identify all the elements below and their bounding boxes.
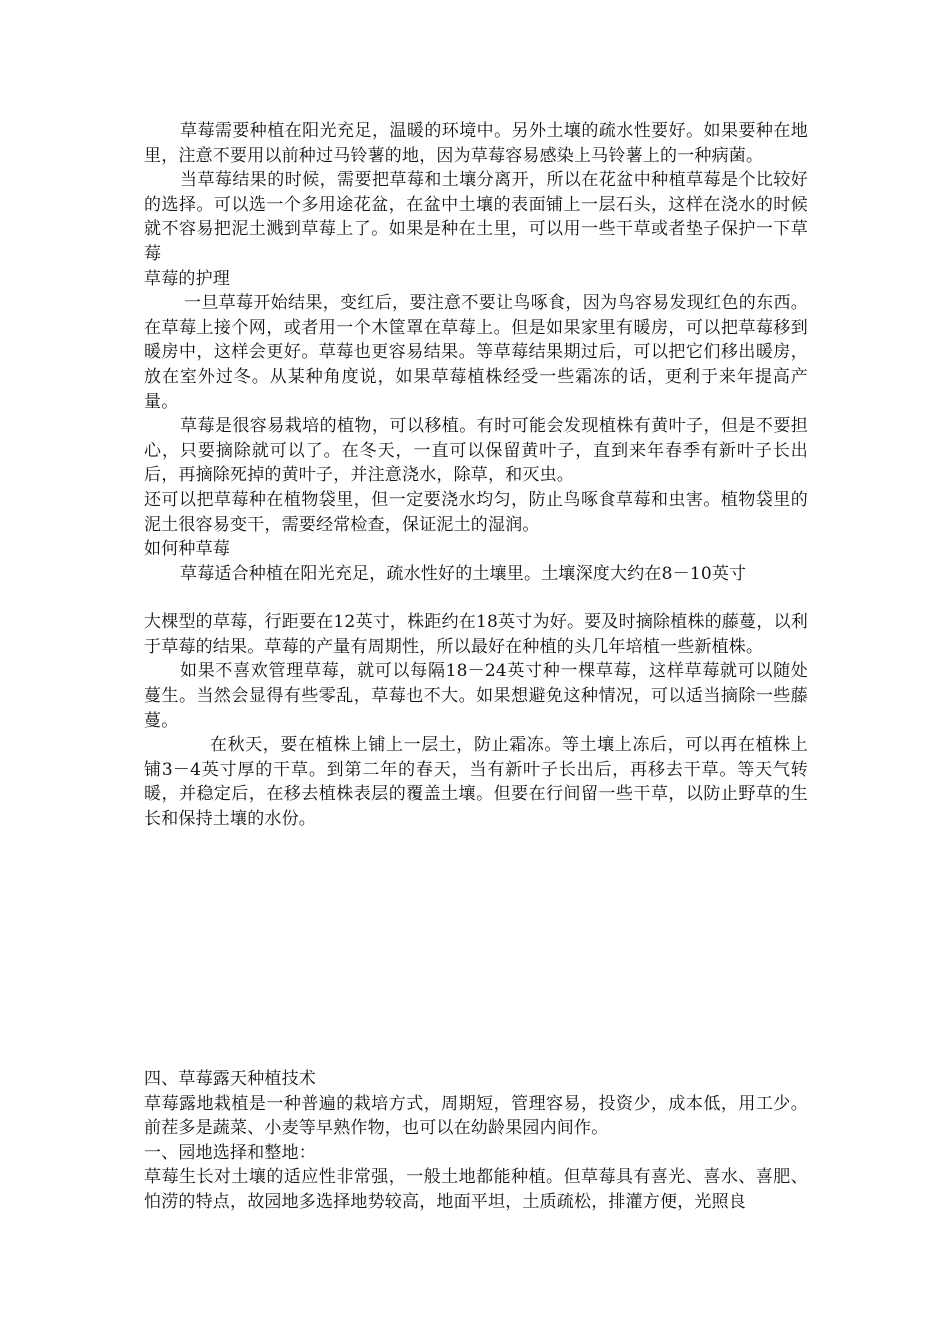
heading-strawberry-care: 草莓的护理 bbox=[144, 268, 230, 289]
document-body bbox=[144, 119, 808, 832]
paragraph-site-selection: 草莓生长对土壤的适应性非常强，一般土地都能种植。但草莓具有喜光、喜水、喜肥、怕涝的特点，故园地多选择地势较高，地面平坦，土质疏松，排灌方便，光照良 bbox=[144, 1167, 808, 1212]
blank-line bbox=[144, 586, 808, 610]
paragraph-care-1: 一旦草莓开始结果，变红后，要注意不要让鸟啄食，因为鸟容易发现红色的东西。在草莓上接个网，或者用一个木筐罩在草莓上。但是如果家里有暖房，可以把草莓移到暖房中，这样会更好。草莓也更容易结果。等草莓结果期过后，可以把它们移出暖房，放在室外过冬。从某种角度说，如果草莓植株经受一些霜冻的话，更利于来年提高产量。 bbox=[144, 293, 808, 412]
section-four bbox=[144, 1067, 808, 1215]
heading-section-four: 四、草莓露天种植技术 bbox=[144, 1069, 316, 1089]
paragraph-care-3: 还可以把草莓种在植物袋里，但一定要浇水均匀，防止鸟啄食草莓和虫害。植物袋里的泥土很容易变干，需要经常检查，保证泥土的湿润。 bbox=[144, 489, 808, 535]
heading-how-to-plant: 如何种草莓 bbox=[144, 539, 230, 560]
paragraph-how-3: 如果不喜欢管理草莓，就可以每隔18－24英寸种一棵草莓，这样草莓就可以随处蔓生。当然会显得有些零乱，草莓也不大。如果想避免这种情况，可以适当摘除一些藤蔓。 bbox=[144, 661, 808, 731]
paragraph-intro-2: 当草莓结果的时候，需要把草莓和土壤分离开，所以在花盆中种植草莓是个比较好的选择。可以选一个多用途花盆，在盆中土壤的表面铺上一层石头，这样在浇水的时候就不容易把泥土溅到草莓上了。如果是种在土里，可以用一些干草或者垫子保护一下草莓 bbox=[144, 170, 808, 264]
paragraph-care-2: 草莓是很容易栽培的植物，可以移植。有时可能会发现植株有黄叶子，但是不要担心，只要摘除就可以了。在冬天，一直可以保留黄叶子，直到来年春季有新叶子长出后，再摘除死掉的黄叶子，并注意浇水，除草，和灭虫。 bbox=[144, 416, 808, 486]
paragraph-how-4: 在秋天，要在植株上铺上一层土，防止霜冻。等土壤上冻后，可以再在植株上铺3－4英寸厚的干草。到第二年的春天，当有新叶子长出后，再移去干草。等天气转暖，并稳定后，在移去植株表层的覆盖土壤。但要在行间留一些干草，以防止野草的生长和保持土壤的水份。 bbox=[144, 735, 808, 830]
subheading-site-selection: 一、园地选择和整地： bbox=[144, 1142, 316, 1163]
paragraph-section-four-intro: 草莓露地栽植是一种普遍的栽培方式，周期短，管理容易，投资少，成本低，用工少。前茬多是蔬菜、小麦等早熟作物，也可以在幼龄果园内间作。 bbox=[144, 1093, 808, 1139]
paragraph-how-1: 草莓适合种植在阳光充足，疏水性好的土壤里。土壤深度大约在8－10英寸 bbox=[180, 563, 747, 584]
paragraph-intro-1: 草莓需要种植在阳光充足，温暖的环境中。另外土壤的疏水性要好。如果要种在地里，注意不要用以前种过马铃薯的地，因为草莓容易感染上马铃薯上的一种病菌。 bbox=[144, 121, 808, 166]
paragraph-how-2: 大棵型的草莓，行距要在12英寸，株距约在18英寸为好。要及时摘除植株的藤蔓，以利于草莓的结果。草莓的产量有周期性，所以最好在种植的头几年培植一些新植株。 bbox=[144, 612, 808, 657]
